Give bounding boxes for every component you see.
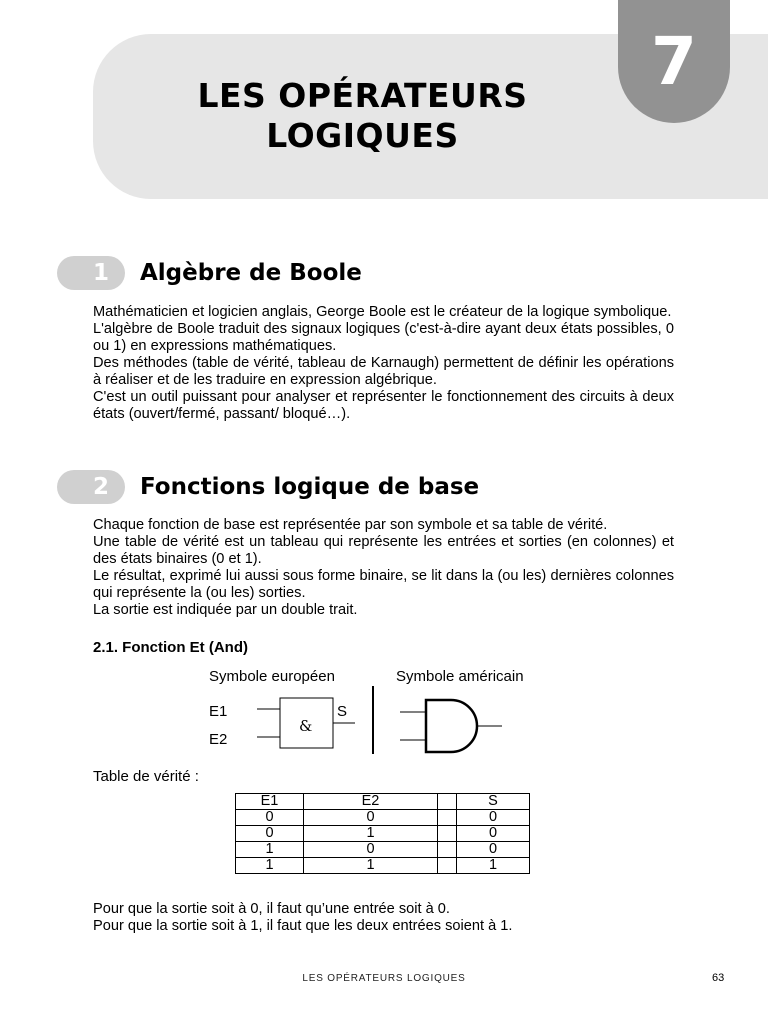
symbol-divider: [372, 686, 374, 754]
table-header-row: [236, 794, 530, 810]
paragraph: Mathématicien et logicien anglais, George Boole est le créateur de la logique symbolique.: [93, 304, 672, 320]
footer-page-number: 63: [712, 972, 725, 984]
table-row: [236, 842, 530, 858]
paragraph: Des méthodes (table de vérité, tableau de Karnaugh) permettent de définir les opérations à réaliser et de les traduire en expression algébrique.: [93, 355, 674, 388]
chapter-title: [150, 76, 575, 156]
table-row: [236, 858, 530, 874]
header-cell: S: [457, 794, 530, 810]
section1-body: [93, 304, 674, 423]
section2-body: [93, 517, 674, 619]
table-row: [236, 826, 530, 842]
table-cell: 1: [304, 826, 438, 842]
separator-cell: [438, 826, 457, 842]
conclusion-line: Pour que la sortie soit à 1, il faut que les deux entrées soient à 1.: [93, 918, 513, 934]
chapter-title-line1: LES OPÉRATEURS: [197, 76, 528, 115]
chapter-title-line2: LOGIQUES: [266, 116, 459, 155]
american-and-gate-symbol: [398, 694, 508, 758]
table-cell: 0: [236, 810, 304, 826]
table-cell: 0: [304, 842, 438, 858]
paragraph: Le résultat, exprimé lui aussi sous forme binaire, se lit dans la (ou les) dernières colonnes qui représente la (ou les) sorties.: [93, 568, 674, 601]
european-symbol-label: Symbole européen: [209, 668, 335, 685]
header-cell: E1: [236, 794, 304, 810]
table-row: [236, 810, 530, 826]
conclusion-line: Pour que la sortie soit à 0, il faut qu’une entrée soit à 0.: [93, 901, 450, 917]
paragraph: C'est un outil puissant pour analyser et représenter le fonctionnement des circuits à deux états (ouvert/fermé, passant/ bloqué…).: [93, 389, 674, 422]
chapter-number-tab: 7: [618, 0, 730, 123]
d-shaped-gate: [426, 700, 477, 752]
section-number: 1: [92, 260, 109, 286]
separator-cell: [438, 794, 457, 810]
table-cell: 0: [457, 810, 530, 826]
subsection-title: 2.1. Fonction Et (And): [93, 639, 248, 656]
input-e1-label: E1: [209, 703, 228, 720]
conclusion-text: [93, 901, 674, 935]
european-and-gate-symbol: [255, 692, 365, 754]
section-number-pill: [57, 256, 125, 290]
footer-running-title: LES OPÉRATEURS LOGIQUES: [302, 973, 466, 984]
header-cell: E2: [304, 794, 438, 810]
paragraph: Une table de vérité est un tableau qui représente les entrées et sorties (en colonnes) et des états binaires (0 et 1).: [93, 534, 674, 567]
ampersand-glyph: &: [299, 717, 313, 735]
table-cell: 1: [304, 858, 438, 874]
truth-table-label: Table de vérité :: [93, 768, 199, 785]
output-s-label: S: [337, 703, 348, 720]
section-number: 2: [92, 474, 109, 500]
table-cell: 0: [236, 826, 304, 842]
table-cell: 0: [457, 842, 530, 858]
table-cell: 0: [304, 810, 438, 826]
section-title: Fonctions logique de base: [140, 474, 480, 500]
separator-cell: [438, 858, 457, 874]
american-symbol-label: Symbole américain: [396, 668, 524, 685]
truth-table: [235, 793, 530, 874]
table-cell: 1: [236, 858, 304, 874]
table-cell: 0: [457, 826, 530, 842]
separator-cell: [438, 810, 457, 826]
input-e2-label: E2: [209, 731, 228, 748]
paragraph: L'algèbre de Boole traduit des signaux logiques (c'est-à-dire ayant deux états possibles, 0 ou 1) en expressions mathématiques.: [93, 321, 674, 354]
section-title: Algèbre de Boole: [140, 260, 362, 286]
table-cell: 1: [457, 858, 530, 874]
separator-cell: [438, 842, 457, 858]
paragraph: La sortie est indiquée par un double trait.: [93, 602, 358, 618]
table-cell: 1: [236, 842, 304, 858]
paragraph: Chaque fonction de base est représentée par son symbole et sa table de vérité.: [93, 517, 608, 533]
section-number-pill: [57, 470, 125, 504]
